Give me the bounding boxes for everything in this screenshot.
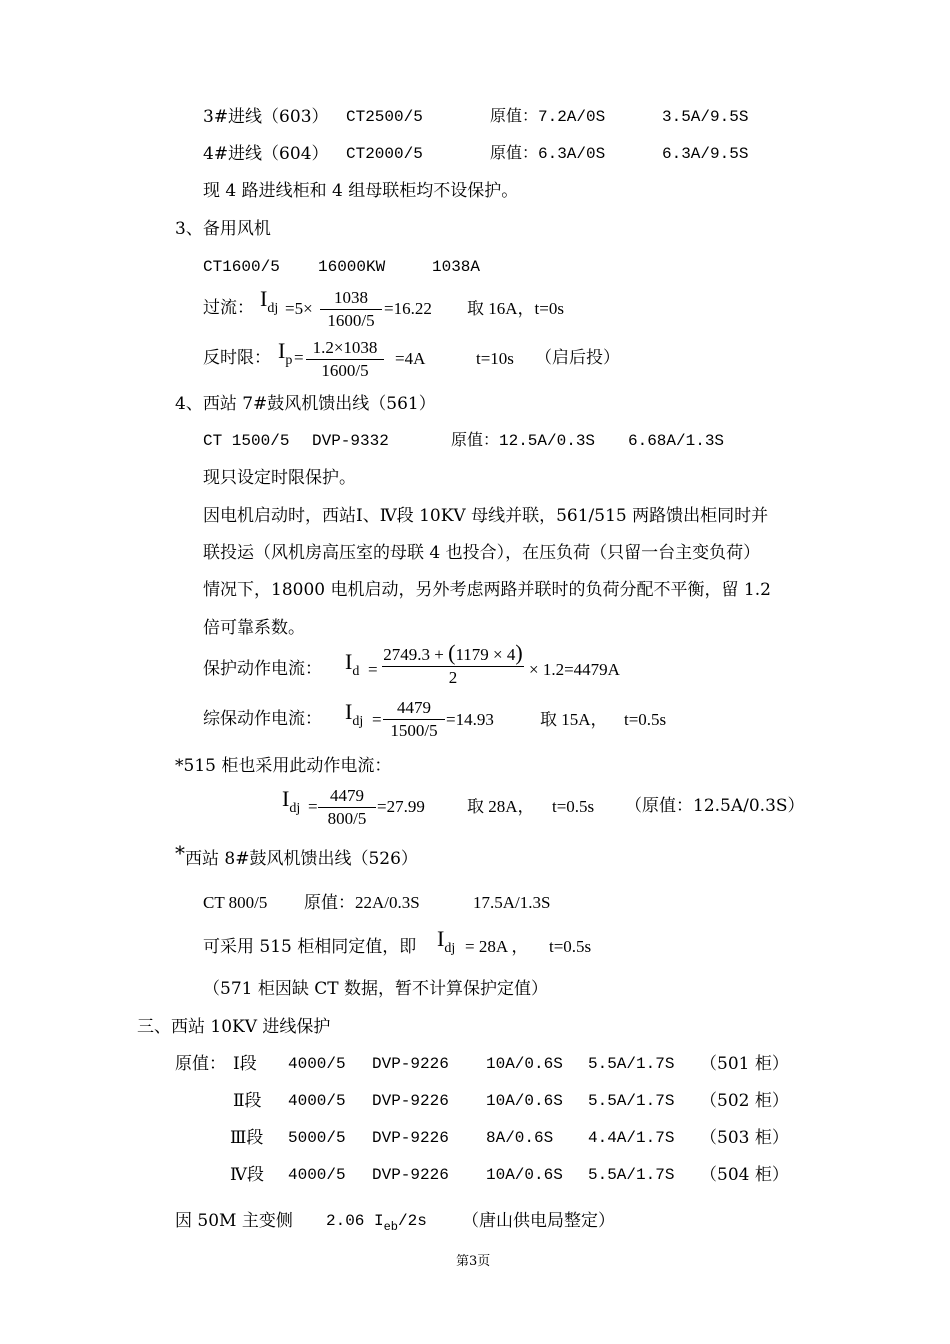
current-1038a: 1038A	[432, 258, 481, 276]
para-line-2: 联投运（风机房高压室的母联 4 也投合），在压负荷（只留一台主变负荷）	[203, 543, 761, 563]
overcurrent-eq: =5×	[285, 299, 313, 318]
heading-standby-fan: 3、备用风机	[175, 219, 271, 239]
row-3-v2: 4.4A/1.7S	[588, 1129, 675, 1147]
inverse-time-label: 反时限：	[203, 348, 271, 368]
inv-561: 6.68A/1.3S	[628, 432, 725, 450]
main-transformer-note: 因 50M 主变侧	[175, 1211, 293, 1231]
orig-603: 原值：7.2A/0S	[490, 108, 606, 126]
protection-current-eq: =	[368, 660, 378, 679]
inv-604: 6.3A/9.5S	[662, 145, 749, 163]
row-1-cabinet: （501 柜）	[700, 1054, 789, 1074]
inv-603: 3.5A/9.5S	[662, 108, 749, 126]
ct-603: CT2500/5	[346, 108, 423, 126]
para-line-3: 情况下，18000 电机启动，另外考虑两路并联时的负荷分配不平衡，留 1.2	[203, 580, 771, 600]
ct-1600: CT1600/5	[203, 258, 280, 276]
no-protection-note: 现 4 路进线柜和 4 组母联柜均不设保护。	[203, 181, 519, 201]
cabinet-571-note: （571 柜因缺 CT 数据，暂不计算保护定值）	[203, 979, 549, 999]
row-2-v1: 10A/0.6S	[486, 1092, 563, 1110]
ct-800: CT 800/5	[203, 893, 268, 912]
dvp-9332: DVP-9332	[312, 432, 389, 450]
heading-west-7-blower: 4、西站 7#鼓风机馈出线（561）	[175, 394, 436, 414]
cabinet-515-symbol: $I_{dj}$	[282, 786, 301, 816]
row-4-ct: 4000/5	[288, 1166, 346, 1184]
relay-current-take: 取 15A，	[540, 710, 608, 729]
section-west-10kv-incoming: 三、西站 10KV 进线保护	[137, 1017, 331, 1037]
orig-526: 原值：22A/0.3S	[304, 893, 420, 912]
incoming-604-label: 4#进线（604）	[203, 144, 329, 164]
inverse-time-t: t=10s	[476, 349, 514, 368]
row-3-v1: 8A/0.6S	[486, 1129, 554, 1147]
cabinet-515-eq: =	[308, 797, 318, 816]
main-transformer-value: 2.06 $I_{eb}/2s$	[326, 1212, 427, 1234]
row-4-cabinet: （504 柜）	[700, 1165, 789, 1185]
cabinet-515-fraction: 4479 800/5	[318, 786, 376, 829]
relay-current-label: 综保动作电流：	[203, 709, 322, 729]
row-4-seg: Ⅳ段	[230, 1165, 264, 1185]
orig-604: 原值：6.3A/0S	[490, 145, 606, 163]
rows-label: 原值：	[175, 1054, 226, 1074]
row-4-v1: 10A/0.6S	[486, 1166, 563, 1184]
ct-604: CT2000/5	[346, 145, 423, 163]
row-2-seg: Ⅱ段	[233, 1091, 262, 1111]
protection-current-fraction: 2749.3 + (1179 × 4) 2	[383, 640, 523, 687]
west-8-blower-heading: *西站 8#鼓风机馈出线（526）	[175, 841, 418, 869]
overcurrent-take: 取 16A，t=0s	[467, 299, 564, 318]
power-16000kw: 16000KW	[318, 258, 386, 276]
incoming-603-label: 3#进线（603）	[203, 107, 329, 127]
row-3-seg: Ⅲ段	[230, 1128, 264, 1148]
same-setting-value: = 28A ，	[465, 937, 529, 956]
row-2-dvp: DVP-9226	[372, 1092, 449, 1110]
row-1-v2: 5.5A/1.7S	[588, 1055, 675, 1073]
relay-current-t: t=0.5s	[624, 710, 667, 729]
row-3-ct: 5000/5	[288, 1129, 346, 1147]
cabinet-515-t: t=0.5s	[552, 797, 595, 816]
overcurrent-fraction: 1038 1600/5	[320, 288, 382, 331]
page-number: 第3页	[456, 1254, 491, 1269]
inverse-time-result: =4A	[395, 349, 426, 368]
relay-current-symbol: $I_{dj}$	[345, 699, 364, 729]
row-3-cabinet: （503 柜）	[700, 1128, 789, 1148]
inverse-time-note: （启后投）	[535, 348, 620, 368]
row-1-v1: 10A/0.6S	[486, 1055, 563, 1073]
row-2-v2: 5.5A/1.7S	[588, 1092, 675, 1110]
row-1-ct: 4000/5	[288, 1055, 346, 1073]
definite-time-note: 现只设定时限保护。	[203, 468, 356, 488]
tangshan-setting-note: （唐山供电局整定）	[462, 1211, 615, 1231]
cabinet-515-take: 取 28A，	[467, 797, 535, 816]
ct-1500: CT 1500/5	[203, 432, 290, 450]
row-4-v2: 5.5A/1.7S	[588, 1166, 675, 1184]
same-setting-note: 可采用 515 柜相同定值，即	[203, 937, 417, 957]
inverse-time-fraction: 1.2×1038 1600/5	[306, 338, 384, 381]
inverse-time-eq: =	[294, 348, 304, 367]
para-line-1: 因电机启动时，西站Ⅰ、Ⅳ段 10KV 母线并联，561/515 两路馈出柜同时并	[203, 506, 769, 526]
same-setting-t: t=0.5s	[549, 937, 592, 956]
protection-current-result: × 1.2=4479A	[529, 660, 620, 679]
overcurrent-label: 过流：	[203, 298, 254, 318]
relay-current-result: =14.93	[446, 710, 494, 729]
relay-current-fraction: 4479 1500/5	[383, 698, 445, 741]
cabinet-515-result: =27.99	[377, 797, 425, 816]
cabinet-515-original: （原值：12.5A/0.3S）	[625, 796, 805, 816]
overcurrent-result: =16.22	[384, 299, 432, 318]
relay-current-eq: =	[372, 710, 382, 729]
orig-561: 原值：12.5A/0.3S	[451, 432, 596, 450]
same-setting-symbol: $I_{dj}$	[437, 926, 456, 956]
incoming-603-line	[203, 106, 329, 128]
protection-current-symbol: $I_d$	[345, 649, 360, 679]
row-1-seg: Ⅰ段	[233, 1054, 257, 1074]
row-3-dvp: DVP-9226	[372, 1129, 449, 1147]
row-2-cabinet: （502 柜）	[700, 1091, 789, 1111]
inverse-time-symbol: $I_p$	[278, 338, 293, 368]
overcurrent-symbol: $I_{dj}$	[260, 286, 279, 316]
cabinet-515-note: *515 柜也采用此动作电流：	[175, 756, 392, 776]
row-4-dvp: DVP-9226	[372, 1166, 449, 1184]
inv-526: 17.5A/1.3S	[473, 893, 551, 912]
para-line-4: 倍可靠系数。	[203, 618, 305, 638]
row-2-ct: 4000/5	[288, 1092, 346, 1110]
row-1-dvp: DVP-9226	[372, 1055, 449, 1073]
protection-current-label: 保护动作电流：	[203, 659, 322, 679]
